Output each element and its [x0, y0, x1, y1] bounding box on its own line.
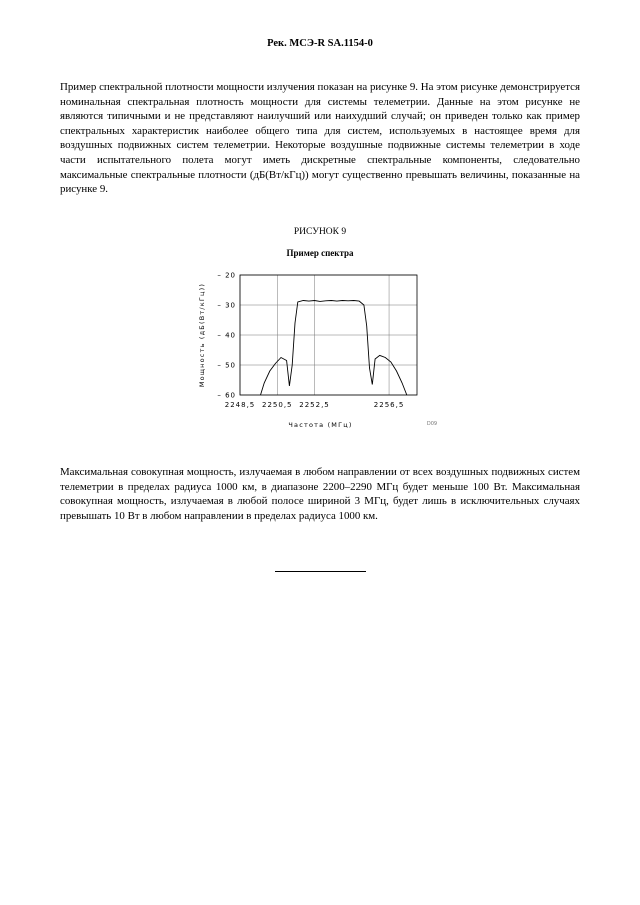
x-tick-label: 2248,5 [224, 401, 256, 409]
x-tick-label: 2252,5 [299, 401, 330, 409]
x-tick-label: 2250,5 [262, 401, 293, 409]
spectrum-line [261, 301, 407, 396]
y-tick-label: – 20 [217, 271, 236, 280]
y-tick-label: – 40 [217, 331, 236, 340]
page-header: Рек. МСЭ-R SA.1154-0 [267, 38, 373, 49]
figure-title: Пример спектра [286, 248, 354, 258]
x-axis-label: Частота (МГц) [288, 421, 353, 429]
paragraph-intro: Пример спектральной плотности мощности излучения показан на рисунке 9. На этом рисунке демонстрируется номинальная спектральная плотность мощности для системы телеметрии. Данные на этом рисунке не являются типичными и не представляют наилучший или наихудший случай; он приведен только как пример спектральных характеристик наиболее общего типа для систем, используемых в настоящее время для воздушных подвижных систем телеметрии. Некоторые воздушные подвижные системы телеметрии в ходе части испытательного полета могут иметь дискретные спектральные компоненты, следовательно максимальные спектральные плотности (дБ(Вт/кГц)) могут существенно превышать величины, показанные на рисунке 9. [60, 81, 580, 196]
figure-code: D09 [426, 421, 438, 427]
figure-label: РИСУНОК 9 [293, 227, 347, 237]
y-tick-label: – 60 [217, 391, 236, 400]
axis-ticks [217, 272, 404, 410]
y-axis-label: Мощность (дБ(Вт/кГц)) [198, 282, 206, 388]
x-tick-label: 2256,5 [373, 401, 405, 409]
footer-rule [275, 571, 366, 572]
spectrum-chart [190, 265, 450, 437]
paragraph-power: Максимальная совокупная мощность, излучаемая в любом направлении от всех воздушных подвижных систем телеметрии в пределах радиуса 1000 км, в диапазоне 2200–2290 МГц будет меньше 100 Вт. Максимальная совокупная мощность, излучаемая в любой полосе шириной 3 МГц, будет лишь в исключительных случаях превышать 10 Вт в любом направлении в пределах радиуса 1000 км. [60, 466, 580, 522]
y-tick-label: – 50 [217, 361, 236, 370]
y-tick-label: – 30 [217, 301, 236, 310]
